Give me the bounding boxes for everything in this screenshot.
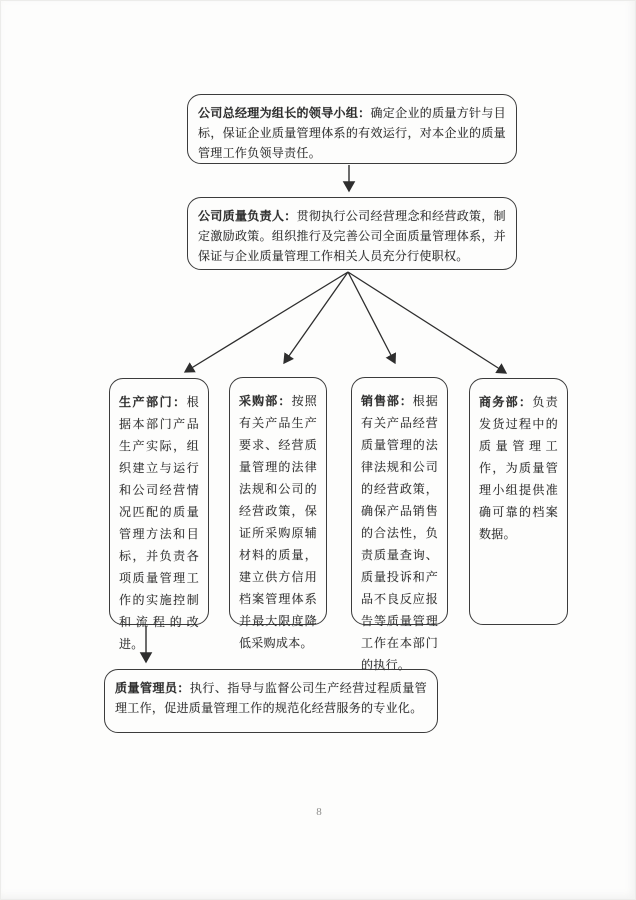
leadership-group-body: 确定企业的质量方针与目标，保证企业质量管理体系的有效运行，对本企业的质量管理工作负领导责任。 xyxy=(198,106,506,160)
purchasing-dept-box xyxy=(229,377,327,650)
arrow-to-business-dept xyxy=(348,272,506,373)
leadership-group-box xyxy=(187,94,517,164)
production-dept-box xyxy=(109,378,209,651)
quality-manager-body: 执行、指导与监督公司生产经营过程质量管理工作，促进质量管理工作的规范化经营服务的专业化。 xyxy=(115,681,427,715)
purchasing-dept-title: 采购部： xyxy=(239,394,292,408)
arrow-to-purchasing-dept xyxy=(284,272,348,363)
business-dept-box xyxy=(469,378,568,625)
quality-principal-title: 公司质量负责人： xyxy=(198,209,297,223)
sales-dept-box xyxy=(351,377,448,672)
business-dept-text xyxy=(479,391,558,545)
arrow-to-sales-dept xyxy=(348,272,395,363)
quality-principal-text xyxy=(198,206,506,266)
sales-dept-body: 根据有关产品经营质量管理的法律法规和公司的经营政策，确保产品销售的合法性，负责质量查询、质量投诉和产品不良反应报告等质量管理工作在本部门的执行。 xyxy=(361,394,439,672)
quality-manager-title: 质量管理员： xyxy=(115,681,190,695)
business-dept-title: 商务部： xyxy=(479,395,533,409)
production-dept-body: 根据本部门产品生产实际，组织建立与运行和公司经营情况匹配的质量管理方法和目标，并负责各项质量管理工作的实施控制和流程的改进。 xyxy=(119,395,199,651)
quality-principal-body: 贯彻执行公司经营理念和经营政策，制定激励政策。组织推行及完善公司全面质量管理体系，并保证与企业质量管理工作相关人员充分行使职权。 xyxy=(198,209,506,263)
sales-dept-text xyxy=(361,390,438,676)
leadership-group-title: 公司总经理为组长的领导小组： xyxy=(198,106,371,120)
quality-manager-text xyxy=(115,678,427,718)
page-number: 8 xyxy=(316,806,322,818)
production-dept-title: 生产部门： xyxy=(119,395,187,409)
sales-dept-title: 销售部： xyxy=(361,394,413,408)
purchasing-dept-body: 按照有关产品生产要求、经营质量管理的法律法规和公司的经营政策，保证所采购原辅材料的质量，建立供方信用档案管理体系并最大限度降低采购成本。 xyxy=(239,394,318,650)
quality-principal-box xyxy=(187,197,517,270)
production-dept-text xyxy=(119,391,199,655)
business-dept-body: 负责发货过程中的质量管理工作，为质量管理小组提供准确可靠的档案数据。 xyxy=(479,395,558,541)
leadership-group-text xyxy=(198,103,506,163)
purchasing-dept-text xyxy=(239,390,317,654)
arrow-to-production-dept xyxy=(185,272,348,372)
quality-manager-box xyxy=(104,669,438,733)
